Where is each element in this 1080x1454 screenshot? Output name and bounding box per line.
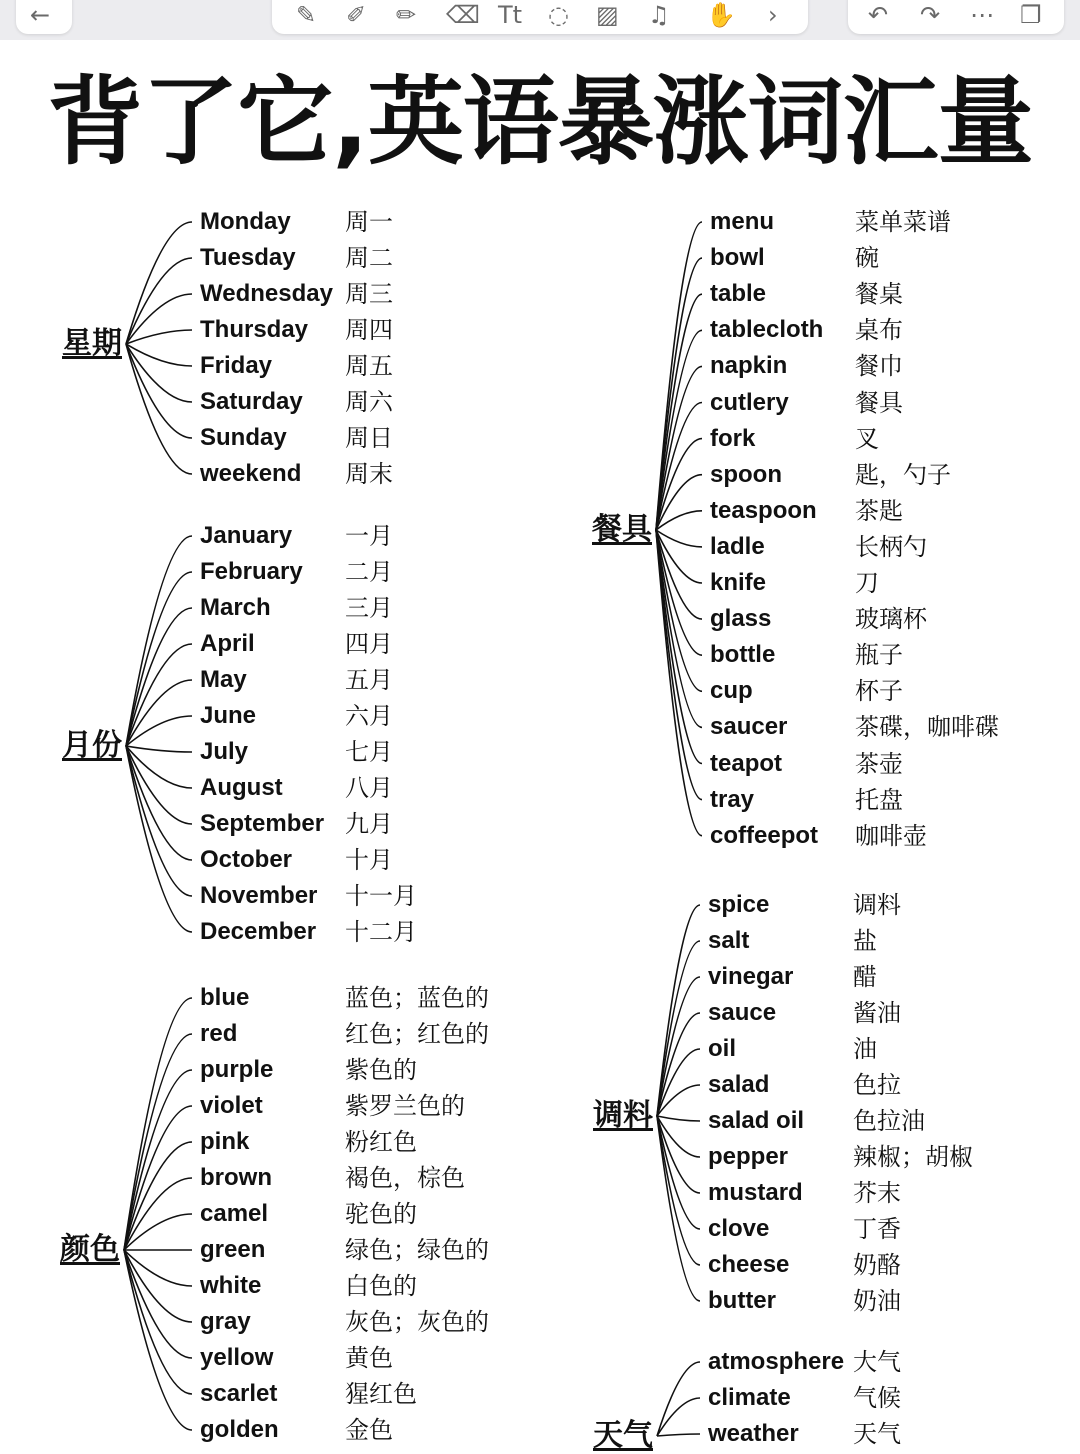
vocab-translation: 紫色的	[345, 1056, 417, 1084]
vocab-translation: 餐具	[855, 388, 903, 417]
vocab-translation: 奶酪	[853, 1251, 901, 1279]
vocab-translation: 咖啡壶	[855, 821, 927, 850]
vocab-translation: 辣椒；胡椒	[853, 1143, 973, 1171]
vocab-translation: 九月	[345, 810, 393, 838]
vocab-word: Tuesday	[200, 244, 296, 271]
vocab-word: red	[200, 1020, 238, 1047]
vocab-word: atmosphere	[708, 1348, 845, 1375]
branch-line	[657, 1434, 700, 1436]
branch-line	[126, 746, 192, 752]
vocab-word: yellow	[200, 1344, 274, 1371]
vocab-translation: 粉红色	[345, 1128, 417, 1156]
vocab-translation: 茶碟，咖啡碟	[855, 713, 999, 742]
vocab-translation: 三月	[345, 594, 393, 622]
branch-line	[124, 1250, 192, 1358]
pages-icon[interactable]: ❐	[1020, 1, 1042, 29]
vocab-translation: 油	[853, 1035, 877, 1063]
vocab-word: Monday	[200, 208, 291, 235]
vocab-translation: 白色的	[345, 1272, 417, 1300]
vocab-translation: 八月	[345, 774, 393, 802]
branch-line	[126, 536, 192, 746]
vocab-word: cheese	[708, 1251, 790, 1278]
vocab-word: saucer	[710, 713, 788, 741]
vocab-word: May	[200, 666, 247, 693]
vocab-word: weather	[708, 1420, 799, 1447]
vocab-word: June	[200, 702, 257, 729]
vocab-translation: 长柄勺	[855, 532, 927, 561]
vocab-word: March	[200, 594, 271, 621]
vocab-word: camel	[200, 1200, 269, 1227]
vocab-translation: 叉	[855, 424, 879, 453]
vocab-word: November	[200, 882, 318, 909]
microphone-icon[interactable]: ♫	[648, 1, 670, 29]
vocab-translation: 一月	[345, 522, 393, 550]
lasso-icon[interactable]: ◌	[548, 1, 569, 29]
redo-icon[interactable]: ↷	[920, 1, 941, 29]
vocab-word: Friday	[200, 352, 273, 379]
vocab-word: Wednesday	[200, 280, 333, 307]
vocab-translation: 醋	[853, 963, 877, 991]
vocab-translation: 茶匙	[855, 496, 903, 525]
image-icon[interactable]: ▨	[596, 1, 619, 29]
vocab-translation: 桌布	[855, 316, 903, 345]
branch-line	[657, 1116, 700, 1121]
vocab-word: napkin	[710, 352, 788, 380]
vocab-translation: 褐色，棕色	[345, 1164, 465, 1192]
vocab-translation: 七月	[345, 738, 393, 766]
vocab-translation: 五月	[345, 666, 393, 694]
vocab-word: scarlet	[200, 1380, 278, 1407]
vocab-translation: 碗	[855, 244, 879, 273]
vocab-translation: 托盘	[855, 785, 903, 814]
pencil-icon[interactable]: ✐	[346, 1, 367, 29]
vocab-translation: 茶壶	[855, 749, 903, 778]
page-title: 背了它,英语暴涨词汇量	[47, 66, 1033, 178]
vocab-word: cup	[710, 677, 753, 705]
branch-line	[124, 1106, 192, 1250]
vocab-word: teaspoon	[710, 496, 817, 524]
vocab-translation: 色拉油	[853, 1107, 925, 1135]
vocab-translation: 周五	[345, 352, 393, 380]
vocab-translation: 天气	[853, 1420, 901, 1448]
vocab-translation: 周四	[345, 316, 393, 344]
pen-icon[interactable]: ✎	[296, 1, 317, 29]
vocab-word: salad oil	[708, 1107, 805, 1134]
vocab-translation: 紫罗兰色的	[345, 1092, 465, 1120]
vocab-word: Saturday	[200, 388, 303, 415]
vocab-translation: 杯子	[855, 677, 903, 706]
vocab-word: white	[200, 1272, 262, 1299]
vocab-translation: 驼色的	[345, 1200, 417, 1228]
undo-icon[interactable]: ↶	[868, 1, 889, 29]
vocab-word: teapot	[710, 749, 782, 777]
vocab-word: blue	[200, 984, 250, 1011]
vocab-translation: 刀	[855, 569, 879, 597]
vocab-word: April	[200, 630, 255, 657]
vocab-word: Thursday	[200, 316, 309, 343]
vocab-word: clove	[708, 1215, 770, 1242]
vocab-translation: 十一月	[345, 882, 417, 910]
vocab-translation: 瓶子	[855, 641, 903, 670]
more-icon[interactable]: ⋯	[970, 1, 994, 29]
vocab-word: climate	[708, 1384, 791, 1411]
branch-line	[126, 294, 192, 344]
vocab-word: spice	[708, 891, 770, 918]
vocab-word: salad	[708, 1071, 770, 1098]
vocab-translation: 金色	[345, 1416, 393, 1444]
vocab-word: Sunday	[200, 424, 287, 451]
vocab-word: table	[710, 280, 767, 308]
vocab-word: green	[200, 1236, 266, 1263]
vocab-word: oil	[708, 1035, 736, 1062]
vocab-translation: 调料	[853, 891, 901, 919]
vocab-word: September	[200, 810, 325, 837]
vocab-translation: 蓝色；蓝色的	[345, 984, 489, 1012]
branch-line	[126, 344, 192, 402]
vocab-translation: 周三	[345, 280, 393, 308]
vocab-translation: 周日	[345, 424, 393, 452]
vocab-translation: 周二	[345, 244, 393, 272]
vocab-translation: 周一	[345, 208, 393, 236]
vocab-translation: 周末	[345, 460, 393, 488]
vocab-word: brown	[200, 1164, 272, 1191]
vocab-word: gray	[200, 1308, 251, 1335]
vocab-translation: 黄色	[345, 1344, 393, 1372]
category-label: 天气	[593, 1418, 653, 1453]
vocab-translation: 十月	[345, 846, 393, 874]
vocab-word: December	[200, 918, 317, 945]
vocab-translation: 灰色；灰色的	[345, 1308, 489, 1336]
vocab-translation: 四月	[345, 630, 393, 658]
vocab-translation: 六月	[345, 702, 393, 730]
vocab-translation: 酱油	[853, 999, 901, 1027]
vocab-word: violet	[200, 1092, 263, 1119]
vocab-translation: 十二月	[345, 918, 417, 946]
vocab-translation: 菜单菜谱	[855, 208, 951, 236]
vocab-word: weekend	[200, 460, 302, 487]
vocab-word: glass	[710, 605, 772, 633]
vocab-word: salt	[708, 927, 750, 954]
category-label: 月份	[62, 728, 122, 763]
vocab-word: August	[200, 774, 283, 801]
branch-line	[124, 1250, 192, 1394]
vocab-word: mustard	[708, 1179, 803, 1206]
highlighter-icon[interactable]: ✏	[396, 1, 417, 29]
vocab-translation: 大气	[853, 1348, 901, 1376]
vocab-word: golden	[200, 1416, 279, 1443]
branch-line	[126, 746, 192, 896]
vocab-translation: 餐桌	[855, 280, 903, 309]
vocab-translation: 色拉	[853, 1071, 901, 1099]
vocab-translation: 奶油	[853, 1287, 901, 1315]
category-label: 星期	[62, 326, 122, 361]
vocab-word: bowl	[710, 244, 765, 272]
vocab-translation: 丁香	[853, 1215, 901, 1243]
vocab-translation: 芥末	[853, 1179, 901, 1207]
branch-line	[126, 344, 192, 366]
vocab-translation: 红色；红色的	[345, 1020, 489, 1048]
vocab-word: fork	[710, 424, 756, 452]
vocab-translation: 周六	[345, 388, 393, 416]
vocab-translation: 盐	[853, 927, 877, 955]
vocab-translation: 绿色；绿色的	[345, 1236, 489, 1264]
category-label: 调料	[593, 1098, 653, 1133]
vocab-word: tablecloth	[710, 316, 824, 344]
branch-line	[126, 344, 192, 474]
vocab-word: vinegar	[708, 963, 794, 990]
vocab-word: sauce	[708, 999, 777, 1026]
vocab-translation: 猩红色	[345, 1380, 417, 1408]
vocab-translation: 玻璃杯	[855, 605, 927, 634]
vocab-translation: 气候	[853, 1384, 901, 1412]
text-tool-icon[interactable]: Tt	[498, 1, 523, 29]
vocab-translation: 二月	[345, 558, 393, 586]
branch-line	[657, 977, 700, 1116]
vocab-word: January	[200, 522, 293, 549]
vocab-word: pepper	[708, 1143, 789, 1170]
vocab-word: menu	[710, 208, 775, 235]
vocab-word: coffeepot	[710, 821, 818, 849]
category-label: 颜色	[60, 1232, 120, 1267]
vocab-word: cutlery	[710, 388, 789, 416]
vocab-word: purple	[200, 1056, 274, 1083]
vocab-translation: 匙，勺子	[855, 460, 951, 489]
category-label: 餐具	[592, 512, 652, 547]
vocab-word: knife	[710, 569, 767, 596]
vocab-word: July	[200, 738, 249, 765]
vocab-word: ladle	[710, 532, 765, 560]
eraser-icon[interactable]: ⌫	[446, 1, 480, 29]
vocab-word: October	[200, 846, 293, 873]
branch-line	[656, 511, 702, 530]
branch-line	[126, 608, 192, 746]
vocab-word: pink	[200, 1128, 250, 1155]
chevron-right-icon[interactable]: ›	[768, 1, 778, 29]
hand-icon[interactable]: ✋	[706, 1, 736, 29]
vocab-word: butter	[708, 1287, 776, 1314]
vocab-word: bottle	[710, 641, 776, 669]
vocab-translation: 餐巾	[855, 352, 903, 381]
vocab-word: February	[200, 558, 303, 585]
vocab-word: tray	[710, 785, 755, 813]
vocab-word: spoon	[710, 460, 782, 488]
back-icon[interactable]: ←	[30, 1, 51, 29]
